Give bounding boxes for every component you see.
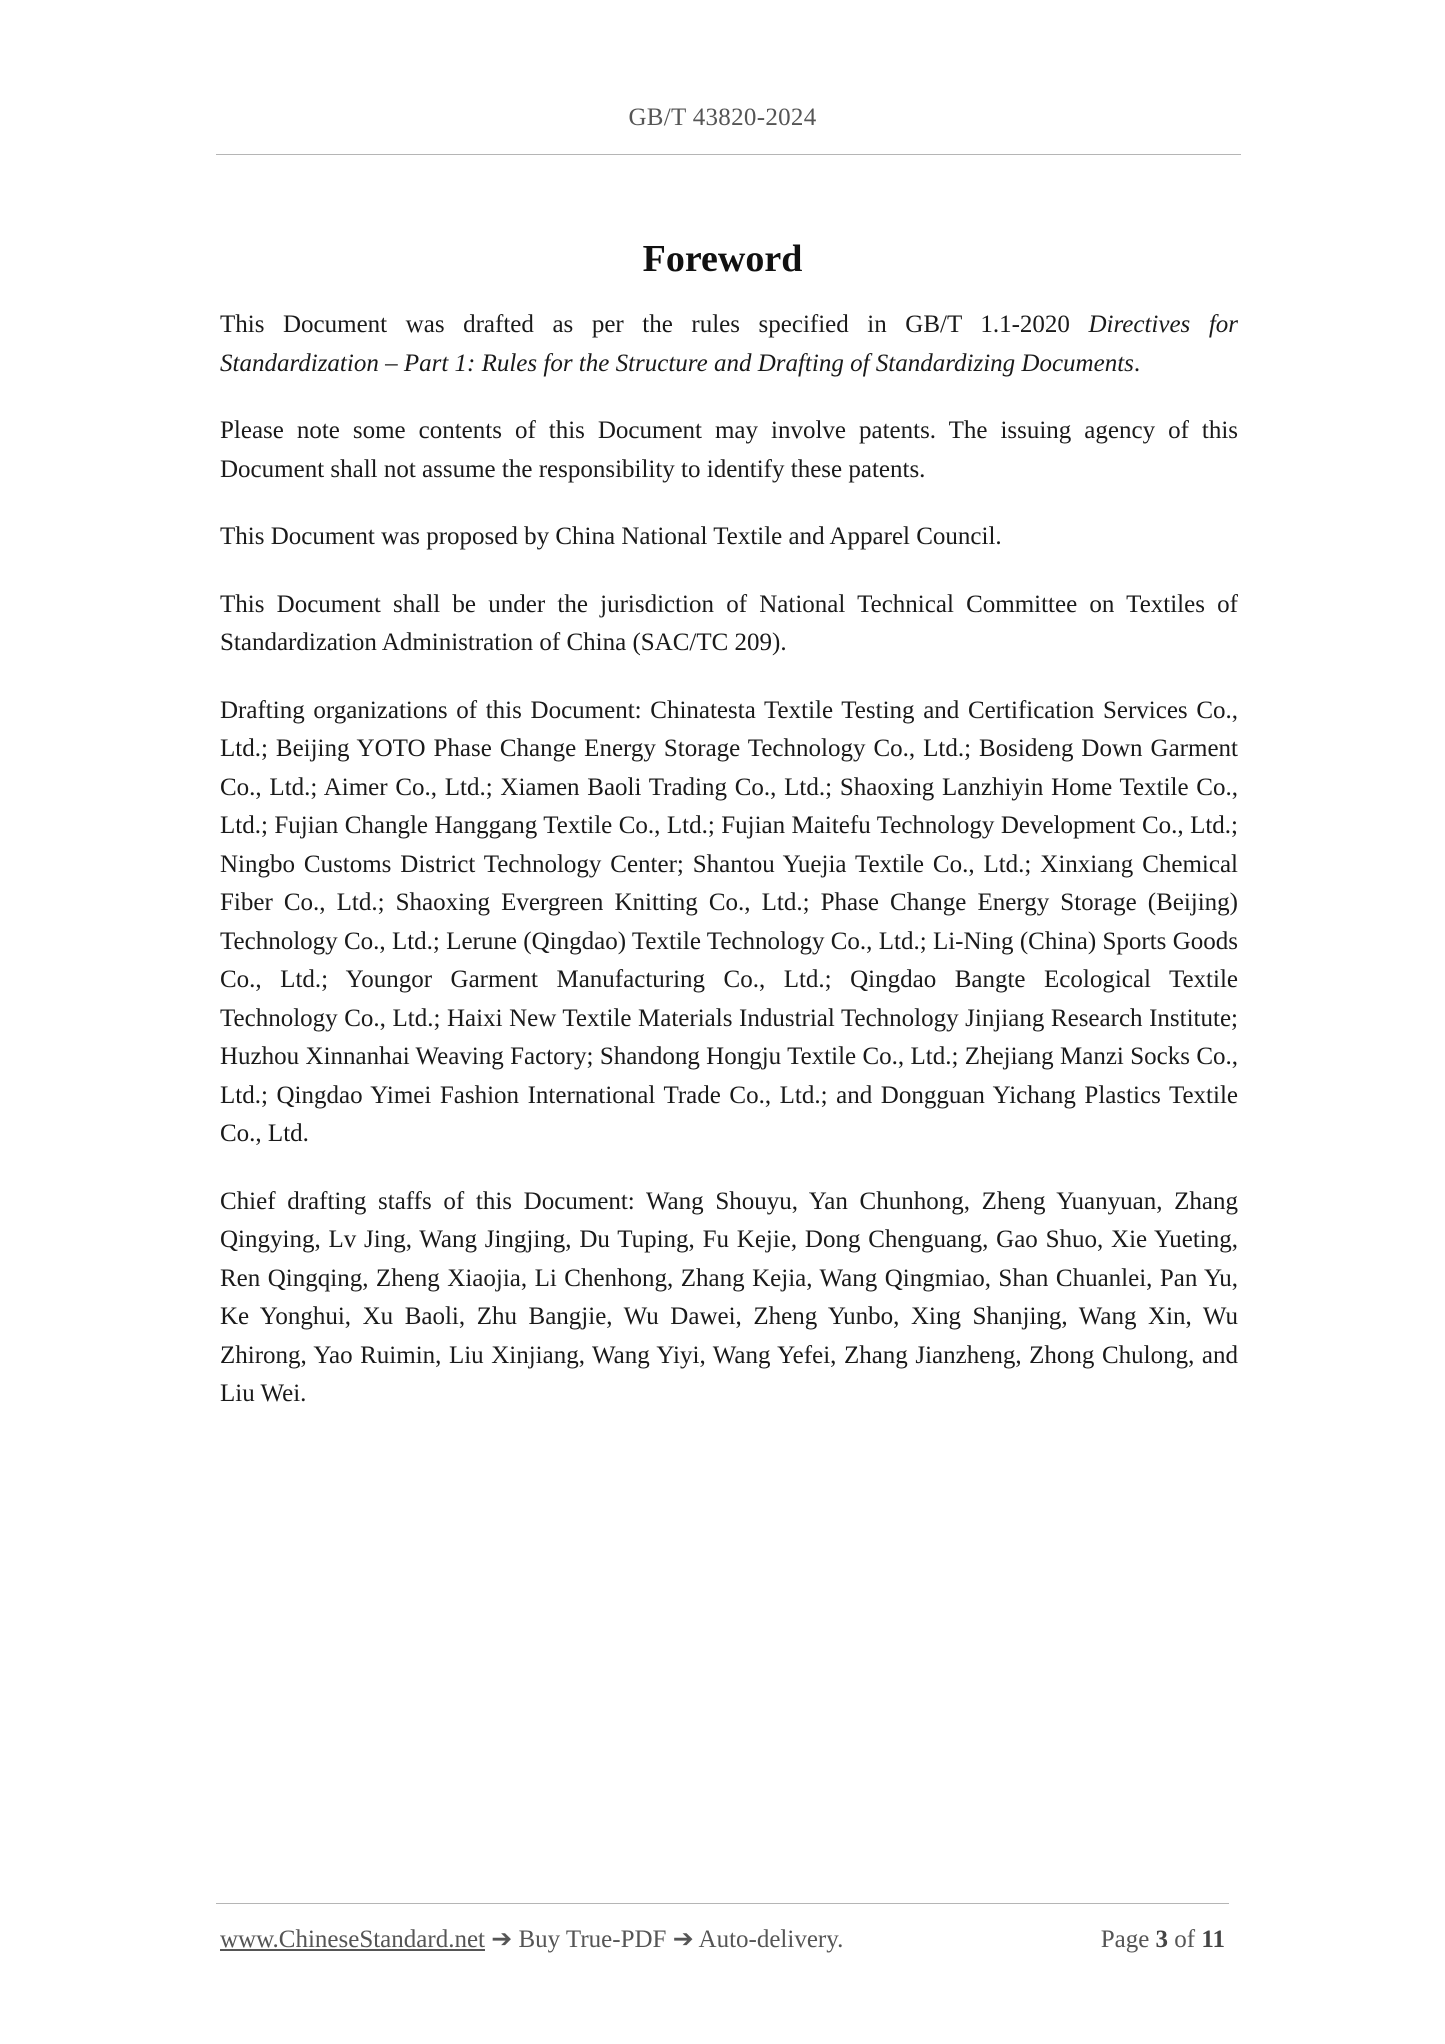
auto-delivery-text: Auto-delivery. [698,1926,844,1953]
footer-divider [216,1903,1229,1904]
paragraph-patents: Please note some contents of this Document may involve patents. The issuing agency of this Document shall not assume the responsibility to identify these patents. [220,417,1238,483]
drafting-rules-suffix: . [1133,349,1141,377]
page-of-label: of [1174,1926,1196,1953]
page-title: Foreword [642,238,803,281]
page-number [1101,1926,1225,1954]
website-link[interactable]: www.ChineseStandard.net [220,1926,485,1953]
page-current: 3 [1155,1926,1169,1953]
paragraph-drafting-organizations: Drafting organizations of this Document: Chinatesta Textile Testing and Certification Services Co., Ltd.; Beijing YOTO Phase Change Energy Storage Technology Co., Ltd.; Bosideng Down Garment Co., Ltd.; Aimer Co., Ltd.; Xiamen Baoli Trading Co., Ltd.; Shaoxing Lanzhiyin Home Textile Co., Ltd.; Fujian Changle Hanggang Textile Co., Ltd.; Fujian Maitefu Technology Development Co., Ltd.; Ningbo Customs District Technology Center; Shantou Yuejia Textile Co., Ltd.; Xinxiang Chemical Fiber Co., Ltd.; Shaoxing Evergreen Knitting Co., Ltd.; Phase Change Energy Storage (Beijing) Technology Co., Ltd.; Lerune (Qingdao) Textile Technology Co., Ltd.; Li-Ning (China) Sports Goods Co., Ltd.; Youngor Garment Manufacturing Co., Ltd.; Qingdao Bangte Ecological Textile Technology Co., Ltd.; Haixi New Textile Materials Industrial Technology Jinjiang Research Institute; Huzhou Xinnanhai Weaving Factory; Shandong Hongju Textile Co., Ltd.; Zhejiang Manzi Socks Co., Ltd.; Qingdao Yimei Fashion International Trade Co., Ltd.; and Dongguan Yichang Plastics Textile Co., Ltd. [220,696,1238,1147]
paragraph-jurisdiction: This Document shall be under the jurisdiction of National Technical Committee on Textiles of Standardization Administration of China (SAC/TC 209). [220,590,1238,656]
page-total: 11 [1201,1926,1225,1953]
drafting-rules-prefix: This Document was drafted as per the rules specified in GB/T 1.1-2020 [220,311,1089,338]
footer-promo [220,1924,843,1954]
page-footer [220,1924,1225,1954]
arrow-right-icon: ➔ [491,1926,513,1953]
header-divider [216,154,1241,155]
foreword-body [220,306,1238,1443]
paragraph-proposed-by: This Document was proposed by China National Textile and Apparel Council. [220,523,1002,550]
arrow-right-icon: ➔ [672,1926,694,1953]
buy-true-pdf-text: Buy True-PDF [518,1926,667,1953]
directive-title: Directives for Standardization – Part 1: Rules for the Structure and Drafting of Standardizing Documents [220,311,1238,377]
paragraph-chief-drafting-staffs: Chief drafting staffs of this Document: Wang Shouyu, Yan Chunhong, Zheng Yuanyuan, Zhang Qingying, Lv Jing, Wang Jingjing, Du Tuping, Fu Kejie, Dong Chenguang, Gao Shuo, Xie Yueting, Ren Qingqing, Zheng Xiaojia, Li Chenhong, Zhang Kejia, Wang Qingmiao, Shan Chuanlei, Pan Yu, Ke Yonghui, Xu Baoli, Zhu Bangjie, Wu Dawei, Zheng Yunbo, Xing Shanjing, Wang Xin, Wu Zhirong, Yao Ruimin, Liu Xinjiang, Wang Yiyi, Wang Yefei, Zhang Jianzheng, Zhong Chulong, and Liu Wei. [220,1187,1238,1407]
paragraph-drafting-rules [220,306,1238,383]
page-label: Page [1100,1926,1150,1953]
header-doc-id: GB/T 43820-2024 [628,104,817,131]
